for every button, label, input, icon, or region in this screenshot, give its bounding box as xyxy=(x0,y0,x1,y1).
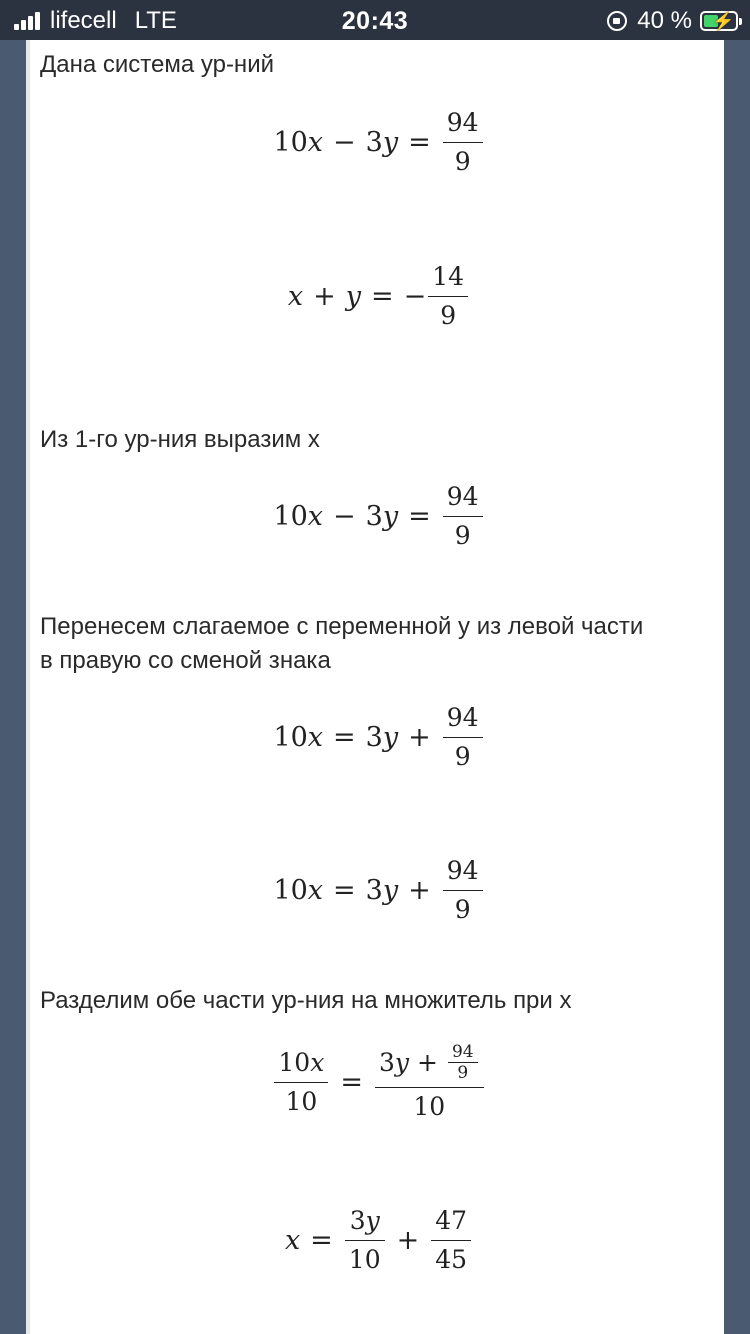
status-right xyxy=(607,7,738,35)
text-divide: Разделим обе части ур-ния на множитель при x xyxy=(40,987,572,1014)
equation-2: x + y = − $\frac{14}{9}$ xyxy=(30,262,728,331)
heading-given: Дана система ур-ний xyxy=(40,51,274,78)
status-bar xyxy=(0,0,750,40)
battery-percent: 40 % xyxy=(637,7,692,34)
fraction: $\frac{94}{9}$ xyxy=(443,856,483,925)
equation-3: 10 x − 3 y = $\frac{94}{9}$ xyxy=(30,482,728,551)
fraction: $\frac{94}{9}$ xyxy=(443,482,483,551)
fraction: $\frac{94}{9}$ xyxy=(443,703,483,772)
network-type: LTE xyxy=(134,7,177,34)
battery-icon xyxy=(700,11,738,31)
carrier-name: lifecell xyxy=(50,7,117,34)
text-express-x: Из 1-го ур-ния выразим x xyxy=(40,426,320,453)
fraction: $\frac{47}{45}$ xyxy=(431,1206,471,1275)
orientation-lock-icon xyxy=(607,11,627,31)
fraction: $\frac{14}{9}$ xyxy=(428,262,468,331)
charging-icon: ⚡ xyxy=(712,11,735,31)
solution-card[interactable] xyxy=(26,40,724,1334)
text-move-term-line1: Перенесем слагаемое с переменной у из левой части xyxy=(40,613,644,640)
fraction-left: $\frac{10x}{10}$ xyxy=(274,1048,328,1117)
equation-4: 10 x = 3 y + $\frac{94}{9}$ xyxy=(30,703,728,772)
fraction-right: 3 y + $\frac{94}{9}$ 10 xyxy=(375,1042,484,1122)
fraction-nested: $\frac{94}{9}$ xyxy=(448,1042,478,1083)
equation-7: x = $\frac{3y}{10}$ + $\frac{47}{45}$ xyxy=(30,1206,728,1275)
equation-1: 10 x − 3 y = $\frac{94}{9}$ xyxy=(30,108,728,177)
fraction: $\frac{3y}{10}$ xyxy=(345,1206,385,1275)
fraction: $\frac{94}{9}$ xyxy=(443,108,483,177)
equation-5: 10 x = 3 y + $\frac{94}{9}$ xyxy=(30,856,728,925)
equation-6: $\frac{10x}{10}$ = 3 y + $\frac{94}{9}$ 10 xyxy=(30,1042,728,1122)
text-move-term-line2: в правую со сменой знака xyxy=(40,647,331,674)
status-time: 20:43 xyxy=(341,7,409,35)
